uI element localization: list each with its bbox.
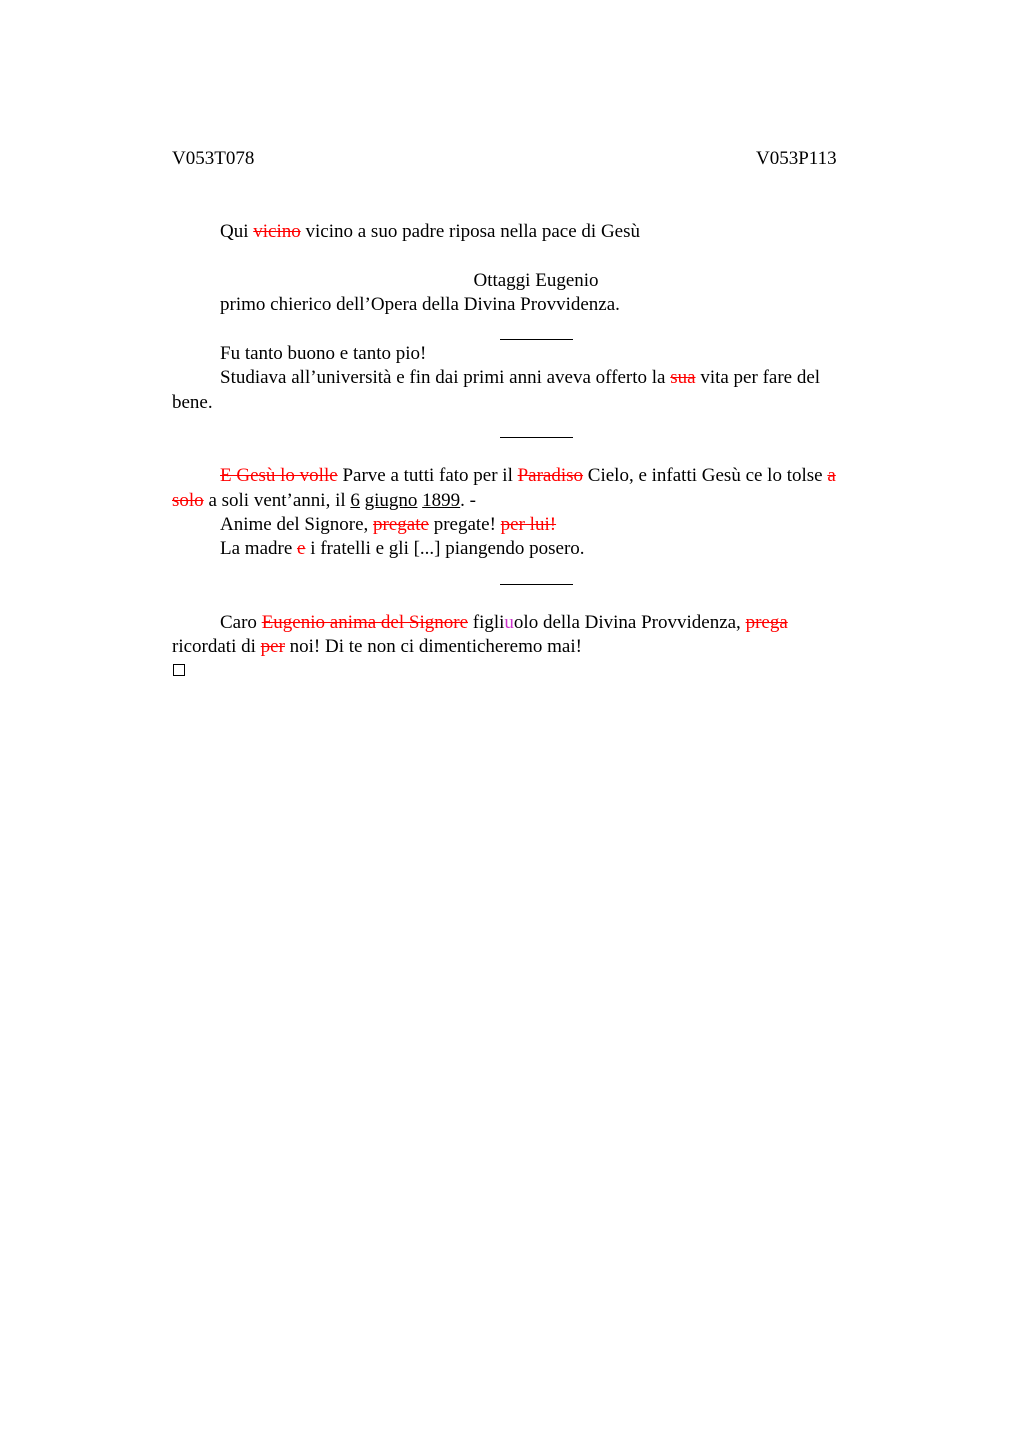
text-run: Qui	[220, 221, 254, 242]
inserted-text: u	[504, 612, 514, 633]
deleted-text: e	[297, 538, 306, 559]
deleted-text: prega	[745, 612, 788, 633]
date-day: 6	[350, 490, 360, 511]
text-run: figli	[468, 612, 505, 633]
document-code-left: V053T078	[172, 148, 255, 169]
deleted-text: sua	[670, 367, 696, 388]
text-run: Anime del Signore,	[220, 514, 374, 535]
text-run: pregate!	[428, 514, 501, 535]
text-run: Caro	[220, 612, 262, 633]
deleted-text: vicino	[253, 221, 301, 242]
text-run: vicino a suo padre riposa nella pace di Gesù	[300, 221, 640, 242]
text-line	[220, 537, 585, 561]
deleted-text: per lui!	[500, 514, 557, 535]
text-run: La madre	[220, 538, 298, 559]
text-run: Studiava all’università e fin dai primi anni aveva offerto la	[220, 367, 671, 388]
deleted-text: solo	[172, 490, 204, 511]
text-run: vita per fare del	[695, 367, 821, 388]
text-line	[220, 464, 836, 488]
deleted-text: Eugenio anima del Signore	[261, 612, 468, 633]
text-run: i fratelli e gli [...] piangendo posero.	[305, 538, 585, 559]
end-marker-box	[173, 664, 185, 676]
text-run: noi! Di te non ci dimenticheremo mai!	[284, 636, 582, 657]
text-run: olo della Divina Provvidenza,	[513, 612, 746, 633]
text-run: a soli vent’anni, il	[203, 490, 351, 511]
date-year: 1899	[422, 490, 461, 511]
deleted-text: a	[827, 465, 836, 486]
deleted-text: Paradiso	[517, 465, 584, 486]
deceased-role: primo chierico dell’Opera della Divina Provvidenza.	[220, 294, 620, 315]
text-run: Cielo, e infatti Gesù ce lo tolse	[583, 465, 828, 486]
separator-line	[500, 584, 573, 585]
deceased-name: Ottaggi Eugenio	[473, 270, 599, 291]
deleted-text: E Gesù lo volle	[220, 465, 338, 486]
text-line	[220, 366, 820, 390]
deleted-text: per	[260, 636, 285, 657]
separator-line	[500, 437, 573, 438]
text-run: ricordati di	[172, 636, 261, 657]
text-line	[220, 513, 556, 537]
text-line	[220, 611, 788, 635]
text-run: Parve a tutti fato per il	[337, 465, 518, 486]
document-code-right: V053P113	[756, 148, 837, 169]
text-line	[172, 635, 582, 659]
separator-line	[500, 339, 573, 340]
text-run: . -	[460, 490, 476, 511]
text-line	[172, 489, 476, 513]
text-line: bene.	[172, 392, 213, 413]
deleted-text: pregate	[373, 514, 429, 535]
text-line-intro	[220, 220, 640, 244]
text-line: Fu tanto buono e tanto pio!	[220, 343, 427, 364]
date-month: giugno	[364, 490, 418, 511]
